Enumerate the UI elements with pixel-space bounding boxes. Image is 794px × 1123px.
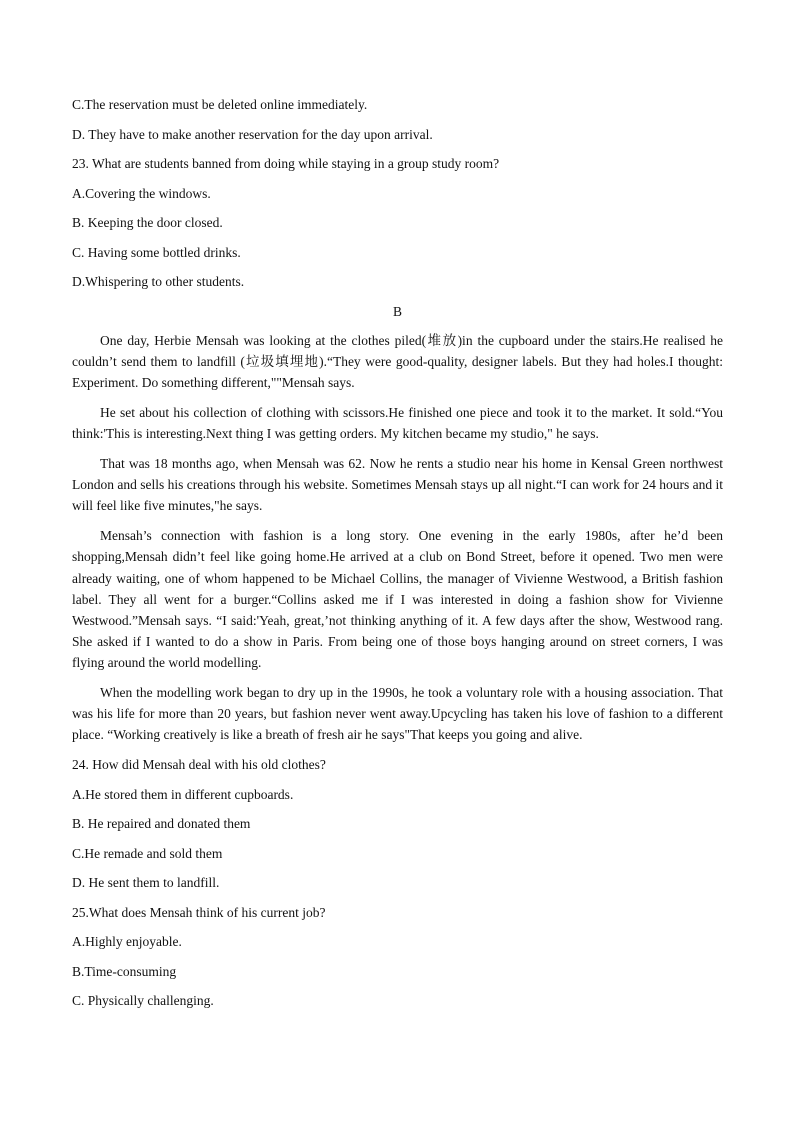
q24-question: 24. How did Mensah deal with his old clothes? xyxy=(72,757,326,773)
q25-question: 25.What does Mensah think of his current job? xyxy=(72,904,326,920)
q23-option-d: D.Whispering to other students. xyxy=(72,274,245,289)
q22-option-d: D. They have to make another reservation for the day upon arrival. xyxy=(72,126,433,142)
passage-paragraph: When the modelling work began to dry up in the 1990s, he took a voluntary role with a housing association. That was his life for more than 20 years, but fashion never went away.Upcycling has taken his love of fashion to a different place. “Working creatively is like a breath of fresh air he says"That keeps you going and alive. xyxy=(72,685,723,743)
q25-option-c: C. Physically challenging. xyxy=(72,993,214,1009)
q24-option-b: B. He repaired and donated them xyxy=(72,816,251,832)
q22-option-c: C.The reservation must be deleted online immediately. xyxy=(72,97,368,112)
passage-paragraph: He set about his collection of clothing with scissors.He finished one piece and took it to the market. It sold.“You think:'This is interesting.Next thing I was getting orders. My kitchen became my studio," he says. xyxy=(72,405,723,442)
document-page xyxy=(72,94,723,1020)
passage-paragraph: That was 18 months ago, when Mensah was 62. Now he rents a studio near his home in Kensal Green northwest London and sells his creations through his website. Sometimes Mensah stays up all night.“I can work for 24 hours and it will feel like five minutes,"he says. xyxy=(72,456,723,514)
q23-option-a: A.Covering the windows. xyxy=(72,185,211,201)
q24-option-d: D. He sent them to landfill. xyxy=(72,875,220,891)
q24-option-c: C.He remade and sold them xyxy=(72,845,223,861)
passage-paragraph: One day, Herbie Mensah was looking at the clothes piled(堆放)in the cupboard under the stairs.He realised he couldn’t send them to landfill (垃圾填埋地).“They were good-quality, designer labels. But they had holes.I thought: Experiment. Do something different,""Mensah says. xyxy=(72,333,723,391)
q23-option-b: B. Keeping the door closed. xyxy=(72,215,223,230)
passage-paragraph: Mensah’s connection with fashion is a long story. One evening in the early 1980s, after he’d been shopping,Mensah didn’t feel like going home.He arrived at a club on Bond Street, before it opened. Two men were already waiting, one of whom happened to be Michael Collins, the manager of Vivienne Westwood, a British fashion label. They all went for a burger.“Collins asked me if I was interested in doing a fashion show for Vivienne Westwood.”Mensah says. “I said:'Yeah, great,’not thinking anything of it. A few days after the show, Westwood rang. She asked if I wanted to do a show in Paris. From being one of those boys hanging around on street corners, I was flying around the world modelling. xyxy=(72,528,723,671)
q25-option-a: A.Highly enjoyable. xyxy=(72,934,182,950)
q24-option-a: A.He stored them in different cupboards. xyxy=(72,786,294,802)
section-heading: B xyxy=(392,303,402,319)
q23-question: 23. What are students banned from doing while staying in a group study room? xyxy=(72,156,500,171)
q23-option-c: C. Having some bottled drinks. xyxy=(72,244,241,260)
q25-option-b: B.Time-consuming xyxy=(72,963,177,979)
